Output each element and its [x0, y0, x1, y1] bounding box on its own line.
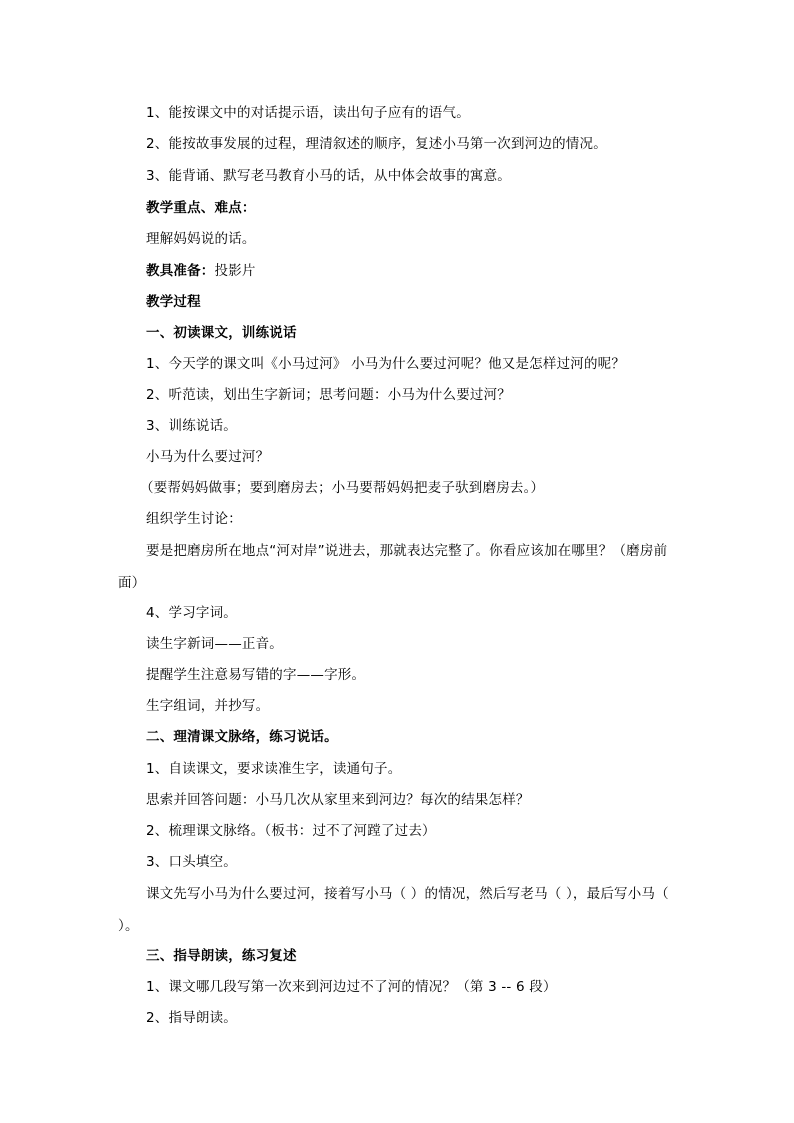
section1-item-1: 1、今天学的课文叫《小马过河》 小马为什么要过河呢？他又是怎样过河的呢？ — [146, 356, 626, 372]
section1-item-9: 提醒学生注意易写错的字——字形。 — [146, 667, 366, 683]
section1-item-2: 2、听范读，划出生字新词；思考问题：小马为什么要过河？ — [146, 387, 511, 403]
section2-item-3: 2、梳理课文脉络。（板书：过不了河蹚了过去） — [146, 823, 436, 839]
section1-item-7: 4、学习字词。 — [146, 605, 237, 621]
objective-3: 3、能背诵、默写老马教育小马的话，从中体会故事的寓意。 — [146, 168, 511, 184]
section1-item-3: 3、训练说话。 — [146, 418, 237, 434]
section2-fill-paragraph: 课文先写小马为什么要过河，接着写小马（ ）的情况，然后写老马（ ），最后写小马（ ）。 — [118, 886, 669, 934]
section1-heading: 一、初读课文，训练说话 — [146, 325, 297, 341]
section1-item-8: 读生字新词——正音。 — [146, 636, 283, 652]
section3-item-2: 2、指导朗读。 — [146, 1010, 237, 1026]
section3-item-1: 1、课文哪几段写第一次来到河边过不了河的情况？（第 3 -- 6 段） — [146, 979, 557, 995]
objective-1: 1、能按课文中的对话提示语，读出句子应有的语气。 — [146, 105, 470, 121]
key-points-text: 理解妈妈说的话。 — [146, 231, 256, 247]
section2-item-4: 3、口头填空。 — [146, 854, 237, 870]
section1-item-6: 组织学生讨论： — [146, 511, 242, 527]
section1-discussion-paragraph: 要是把磨房所在地点“河对岸”说进去，那就表达完整了。你看应该加在哪里？（磨房前面） — [118, 543, 668, 591]
process-heading: 教学过程 — [146, 294, 201, 310]
objective-2: 2、能按故事发展的过程，理清叙述的顺序，复述小马第一次到河边的情况。 — [146, 136, 607, 152]
section2-item-1: 1、自读课文，要求读准生字，读通句子。 — [146, 761, 402, 777]
section3-heading: 三、指导朗读，练习复述 — [146, 948, 297, 964]
tools-value: 投影片 — [214, 263, 256, 279]
section2-item-2: 思索并回答问题：小马几次从家里来到河边？每次的结果怎样？ — [146, 792, 530, 808]
key-points-heading: 教学重点、难点： — [146, 200, 256, 216]
tools-line — [146, 261, 686, 281]
section1-item-5: （要帮妈妈做事；要到磨房去；小马要帮妈妈把麦子驮到磨房去。） — [140, 480, 545, 496]
section1-item-10: 生字组词，并抄写。 — [146, 698, 270, 714]
section2-heading: 二、理清课文脉络，练习说话。 — [146, 729, 338, 745]
tools-label: 教具准备： — [146, 263, 215, 279]
section1-item-4: 小马为什么要过河？ — [146, 449, 270, 465]
